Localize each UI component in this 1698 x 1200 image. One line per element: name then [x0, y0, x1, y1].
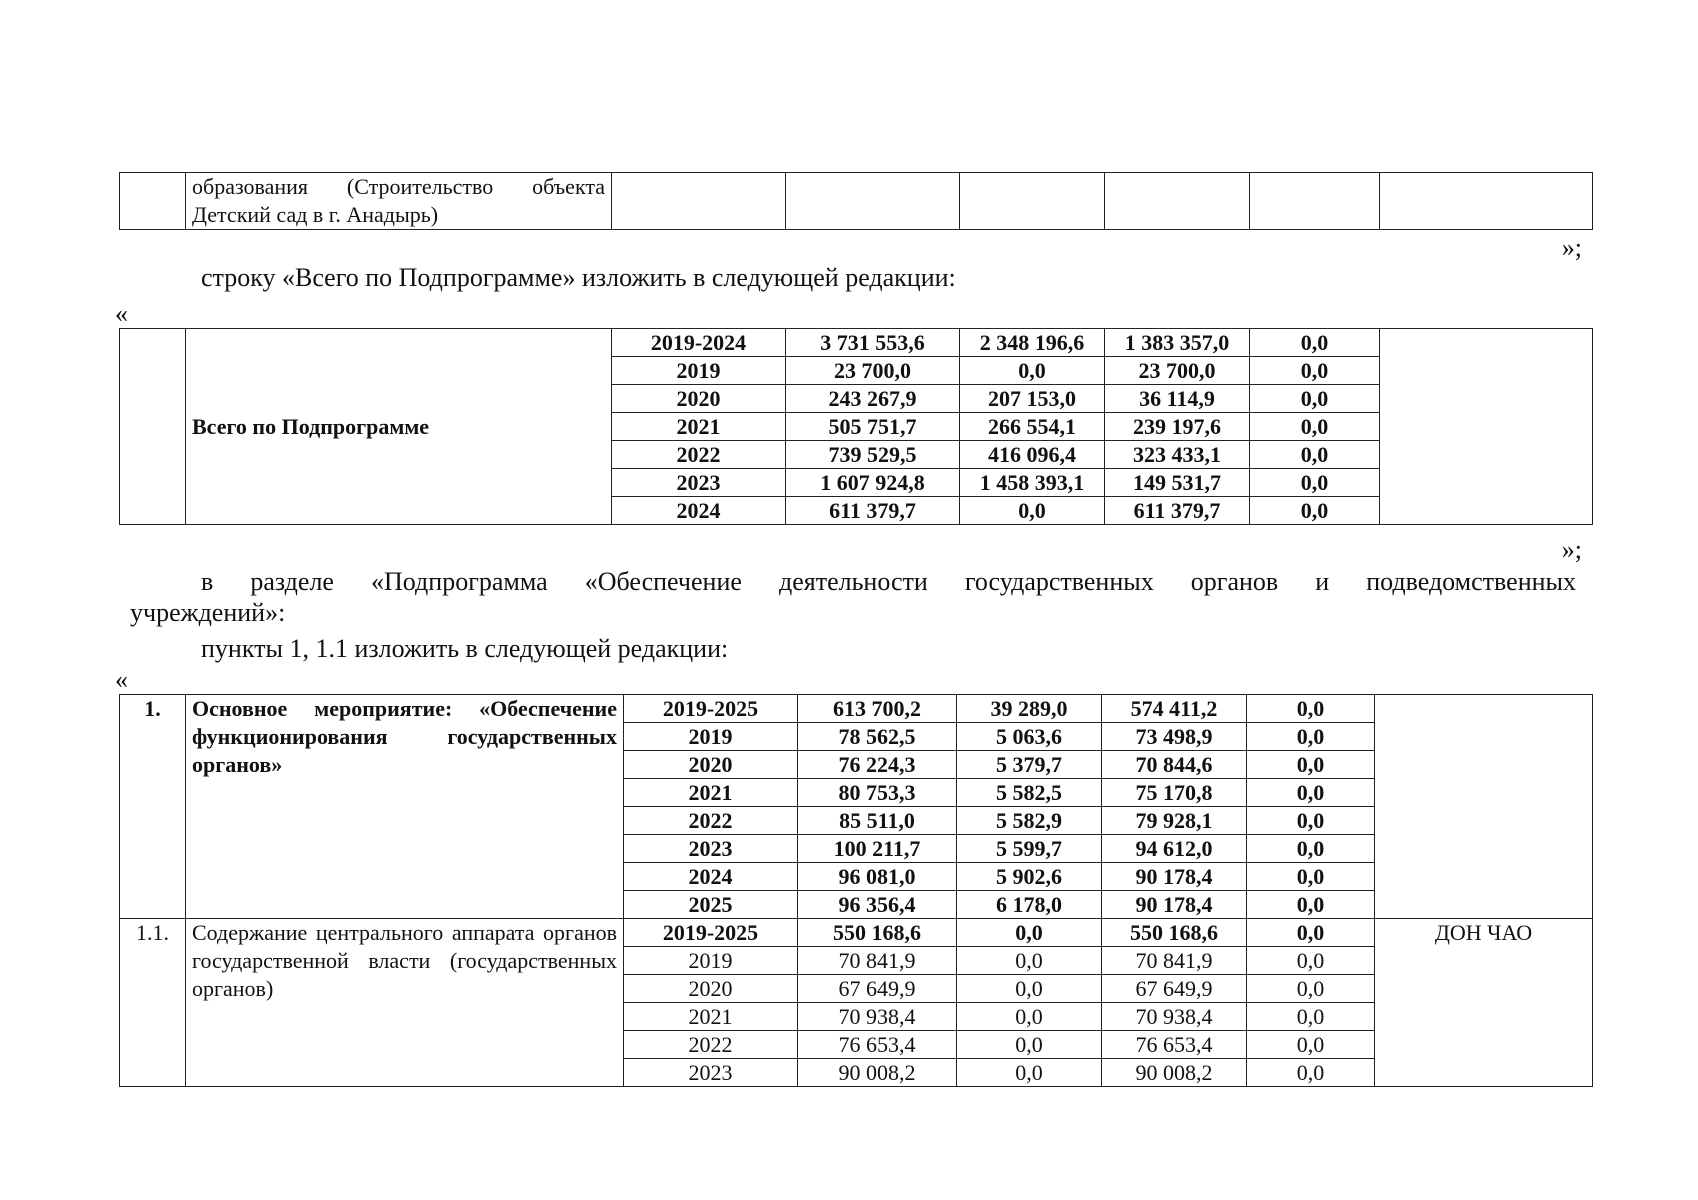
value-cell: 0,0: [957, 975, 1102, 1003]
value-cell: 266 554,1: [960, 413, 1105, 441]
value-cell: 323 433,1: [1105, 441, 1250, 469]
value-cell: 0,0: [1247, 751, 1375, 779]
period-cell: 2020: [624, 751, 798, 779]
table-top-fragment: [119, 172, 1593, 230]
value-cell: 0,0: [1247, 947, 1375, 975]
value-cell: 207 153,0: [960, 385, 1105, 413]
total-cell: 85 511,0: [798, 807, 957, 835]
value-cell: 0,0: [1250, 385, 1380, 413]
total-cell: 505 751,7: [786, 413, 960, 441]
value-cell: 0,0: [1247, 723, 1375, 751]
total-cell: 243 267,9: [786, 385, 960, 413]
total-cell: 78 562,5: [798, 723, 957, 751]
value-cell: 0,0: [1250, 497, 1380, 525]
value-cell: 70 844,6: [1102, 751, 1247, 779]
value-cell: 0,0: [1247, 975, 1375, 1003]
value-cell: 5 582,9: [957, 807, 1102, 835]
value-cell: 79 928,1: [1102, 807, 1247, 835]
total-cell: 90 008,2: [798, 1059, 957, 1087]
value-cell: 0,0: [1250, 357, 1380, 385]
value-cell: 73 498,9: [1102, 723, 1247, 751]
total-cell: 3 731 553,6: [786, 329, 960, 357]
item-number: 1.1.: [120, 919, 186, 1087]
value-cell: 0,0: [1247, 891, 1375, 919]
empty-cell: [1380, 173, 1593, 230]
table-items: [119, 694, 1593, 1087]
value-cell: 0,0: [957, 1003, 1102, 1031]
value-cell: 5 582,5: [957, 779, 1102, 807]
total-cell: 76 224,3: [798, 751, 957, 779]
total-cell: 80 753,3: [798, 779, 957, 807]
opening-quote: «: [115, 299, 128, 328]
description-cell: [186, 173, 612, 230]
value-cell: 1 458 393,1: [960, 469, 1105, 497]
table-subprogram-total: [119, 328, 1593, 525]
value-cell: 6 178,0: [957, 891, 1102, 919]
value-cell: 0,0: [957, 1031, 1102, 1059]
paragraph-line: в разделе «Подпрограмма «Обеспечение деятельности государственных органов и подведомственных: [201, 567, 1576, 596]
period-cell: 2024: [624, 863, 798, 891]
value-cell: 23 700,0: [1105, 357, 1250, 385]
empty-cell: [1105, 173, 1250, 230]
executor-cell: [1380, 329, 1593, 525]
value-cell: 94 612,0: [1102, 835, 1247, 863]
period-cell: 2019: [624, 947, 798, 975]
value-cell: 0,0: [1247, 1003, 1375, 1031]
total-cell: 550 168,6: [798, 919, 957, 947]
value-cell: 76 653,4: [1102, 1031, 1247, 1059]
total-cell: 67 649,9: [798, 975, 957, 1003]
value-cell: 90 178,4: [1102, 891, 1247, 919]
period-cell: 2023: [624, 1059, 798, 1087]
period-cell: 2019-2025: [624, 919, 798, 947]
opening-quote: «: [115, 665, 128, 694]
total-cell: 739 529,5: [786, 441, 960, 469]
item-number: 1.: [120, 695, 186, 919]
value-cell: 0,0: [1247, 835, 1375, 863]
empty-cell: [786, 173, 960, 230]
value-cell: 90 008,2: [1102, 1059, 1247, 1087]
closing-quote: »;: [1561, 535, 1582, 564]
total-cell: 96 356,4: [798, 891, 957, 919]
value-cell: 39 289,0: [957, 695, 1102, 723]
empty-cell: [960, 173, 1105, 230]
total-label: Всего по Подпрограмме: [186, 329, 612, 525]
value-cell: 0,0: [960, 497, 1105, 525]
period-cell: 2019-2025: [624, 695, 798, 723]
num-cell: [120, 329, 186, 525]
period-cell: 2020: [612, 385, 786, 413]
paragraph-line: учреждений»:: [130, 598, 286, 627]
value-cell: 75 170,8: [1102, 779, 1247, 807]
period-cell: 2019-2024: [612, 329, 786, 357]
value-cell: 0,0: [1247, 807, 1375, 835]
value-cell: 0,0: [1250, 469, 1380, 497]
total-cell: 70 841,9: [798, 947, 957, 975]
value-cell: 1 383 357,0: [1105, 329, 1250, 357]
value-cell: 36 114,9: [1105, 385, 1250, 413]
value-cell: 5 063,6: [957, 723, 1102, 751]
value-cell: 611 379,7: [1105, 497, 1250, 525]
paragraph-section: [130, 566, 1576, 628]
value-cell: 90 178,4: [1102, 863, 1247, 891]
period-cell: 2022: [624, 807, 798, 835]
value-cell: 70 841,9: [1102, 947, 1247, 975]
total-cell: 611 379,7: [786, 497, 960, 525]
period-cell: 2023: [612, 469, 786, 497]
value-cell: 0,0: [960, 357, 1105, 385]
value-cell: 0,0: [1247, 695, 1375, 723]
value-cell: 0,0: [1250, 441, 1380, 469]
value-cell: 416 096,4: [960, 441, 1105, 469]
value-cell: 70 938,4: [1102, 1003, 1247, 1031]
period-cell: 2025: [624, 891, 798, 919]
value-cell: 0,0: [957, 947, 1102, 975]
value-cell: 2 348 196,6: [960, 329, 1105, 357]
period-cell: 2021: [612, 413, 786, 441]
period-cell: 2019: [612, 357, 786, 385]
period-cell: 2020: [624, 975, 798, 1003]
total-cell: 23 700,0: [786, 357, 960, 385]
num-cell: [120, 173, 186, 230]
description-line: образования (Строительство объекта: [192, 174, 605, 199]
value-cell: 5 379,7: [957, 751, 1102, 779]
value-cell: 0,0: [1250, 329, 1380, 357]
period-cell: 2019: [624, 723, 798, 751]
value-cell: 0,0: [1250, 413, 1380, 441]
executor-cell: ДОН ЧАО: [1375, 919, 1593, 1087]
period-cell: 2021: [624, 1003, 798, 1031]
period-cell: 2022: [624, 1031, 798, 1059]
table-row: [120, 695, 1593, 723]
total-cell: 613 700,2: [798, 695, 957, 723]
value-cell: 0,0: [1247, 919, 1375, 947]
description-line: Детский сад в г. Анадырь): [192, 202, 439, 227]
paragraph-instruction: строку «Всего по Подпрограмме» изложить в следующей редакции:: [201, 263, 956, 292]
value-cell: 149 531,7: [1105, 469, 1250, 497]
total-cell: 100 211,7: [798, 835, 957, 863]
period-cell: 2021: [624, 779, 798, 807]
value-cell: 5 599,7: [957, 835, 1102, 863]
closing-quote: »;: [1561, 233, 1582, 262]
table-row: [120, 173, 1593, 230]
value-cell: 0,0: [1247, 1031, 1375, 1059]
table-row: [120, 919, 1593, 947]
value-cell: 0,0: [1247, 863, 1375, 891]
empty-cell: [1250, 173, 1380, 230]
value-cell: 0,0: [1247, 1059, 1375, 1087]
item-name: Содержание центрального аппарата органов государственной власти (государственных органов): [186, 919, 624, 1087]
value-cell: 0,0: [957, 1059, 1102, 1087]
value-cell: 550 168,6: [1102, 919, 1247, 947]
value-cell: 67 649,9: [1102, 975, 1247, 1003]
table-row: [120, 329, 1593, 357]
total-cell: 76 653,4: [798, 1031, 957, 1059]
value-cell: 0,0: [957, 919, 1102, 947]
empty-cell: [612, 173, 786, 230]
value-cell: 239 197,6: [1105, 413, 1250, 441]
period-cell: 2024: [612, 497, 786, 525]
value-cell: 0,0: [1247, 779, 1375, 807]
executor-cell: [1375, 695, 1593, 919]
period-cell: 2022: [612, 441, 786, 469]
item-name: Основное мероприятие: «Обеспечение функционирования государственных органов»: [186, 695, 624, 919]
total-cell: 96 081,0: [798, 863, 957, 891]
total-cell: 1 607 924,8: [786, 469, 960, 497]
total-cell: 70 938,4: [798, 1003, 957, 1031]
period-cell: 2023: [624, 835, 798, 863]
value-cell: 5 902,6: [957, 863, 1102, 891]
value-cell: 574 411,2: [1102, 695, 1247, 723]
paragraph-instruction: пункты 1, 1.1 изложить в следующей редакции:: [201, 634, 729, 663]
